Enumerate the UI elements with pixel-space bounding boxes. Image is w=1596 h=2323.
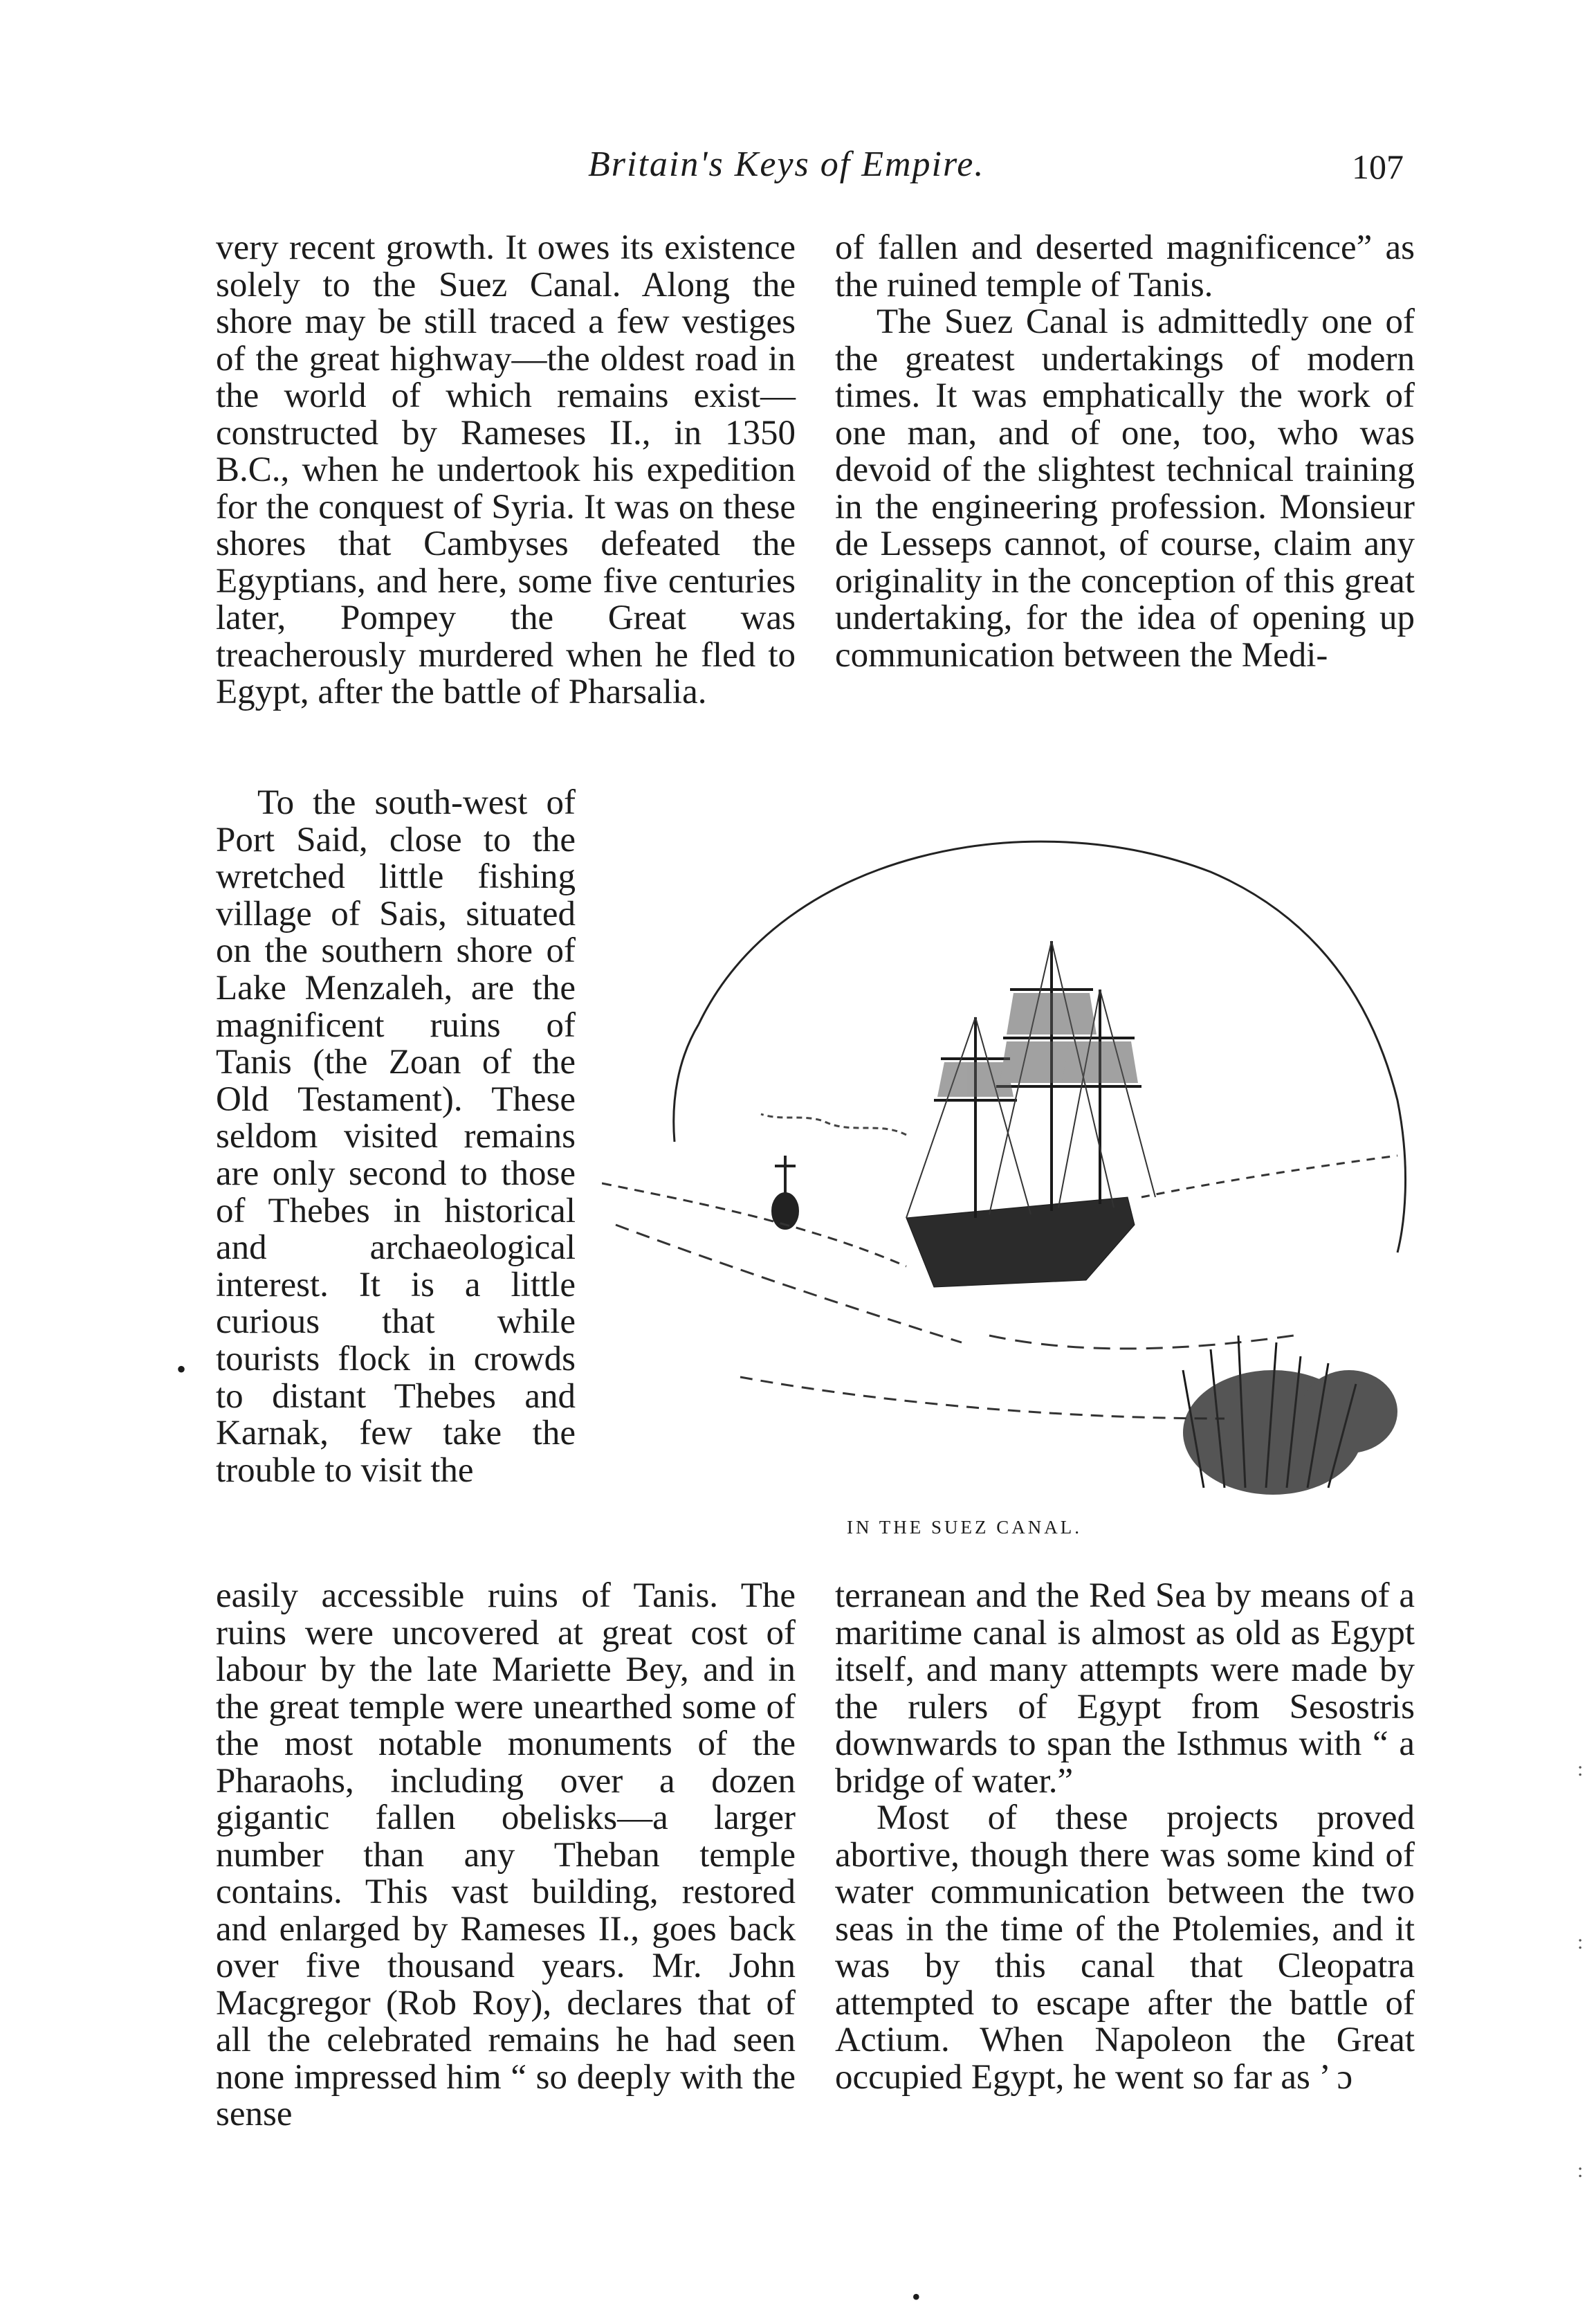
vignette-arc-left bbox=[674, 1024, 699, 1142]
figure-caption: IN THE SUEZ CANAL. bbox=[847, 1517, 1082, 1538]
page-number: 107 bbox=[1352, 147, 1404, 186]
right-column-bottom bbox=[835, 1578, 1415, 2096]
paragraph: terranean and the Red Sea by means of a maritime canal is almost as old as Egypt itself, and many attempts were made by the rulers of Egypt from Sesostris downwards to span the Isthmus with “ a bridge of water.” bbox=[835, 1576, 1415, 1801]
edge-mark: : bbox=[1577, 2159, 1584, 2182]
smoke bbox=[761, 1114, 906, 1135]
buoy bbox=[773, 1156, 798, 1228]
ship-in-canal-illustration bbox=[602, 810, 1425, 1536]
paragraph: easily accessible ruins of Tanis. The ruins were uncovered at great cost of labour by the late Mariette Bey, and in the great temple were unearthed some of the most notable monuments of the Pharaohs, including over a dozen gigantic fallen obelisks—a larger number than any Theban temple contains. This vast building, restored and enlarged by Rameses II., goes back over five thousand years. Mr. John Macgregor (Rob Roy), declares that of all the celebrated remains he had seen none impressed him “ so deeply with the sense bbox=[216, 1576, 796, 2133]
edge-mark: : bbox=[1577, 1931, 1584, 1953]
running-title: Britain's Keys of Empire. bbox=[588, 145, 985, 184]
paragraph: very recent growth. It owes its existence solely to the Suez Canal. Along the shore may be still traced a few vestiges of the great highway—the oldest road in the world of which remains exist—constructed by Rameses II., in 1350 B.C., when he undertook his expedition for the conquest of Syria. It was on these shores that Cambyses defeated the Egyptians, and here, some five centuries later, Pompey the Great was treacherously murdered when he fled to Egypt, after the battle of Pharsalia. bbox=[216, 228, 796, 711]
left-column-wrapped-text bbox=[216, 785, 576, 1489]
right-column-top bbox=[835, 230, 1415, 674]
left-column-top bbox=[216, 230, 796, 711]
edge-mark: : bbox=[1577, 1758, 1584, 1780]
margin-dot: • bbox=[176, 1354, 187, 1385]
paragraph: To the south-west of Port Said, close to the wretched little fishing village of Sais, situated on the southern shore of Lake Menzaleh, are the magnificent ruins of Tanis (the Zoan of the Old Testament). These seldom visited remains are only second to those of Thebes in historical and archaeological interest. It is a little curious that while tourists flock in crowds to distant Thebes and Karnak, few take the trouble to visit the bbox=[216, 783, 576, 1490]
paragraph: The Suez Canal is admittedly one of the greatest undertakings of modern times. It was emphatically the work of one man, and of one, too, who was devoid of the slightest technical training in the engineering profession. Monsieur de Lesseps cannot, of course, claim any originality in the conception of this great undertaking, for the idea of opening up communication between the Medi- bbox=[835, 302, 1415, 675]
left-column-bottom bbox=[216, 1578, 796, 2133]
shrub bbox=[1183, 1370, 1397, 1495]
ship-hull bbox=[906, 1197, 1135, 1287]
sails bbox=[937, 993, 1138, 1097]
paragraph: Most of these projects proved abortive, though there was some kind of water communication between the two seas in the time of the Ptolemies, and it was by this canal that Cleopatra attempted to escape after the battle of Actium. When Napoleon the Great occupied Egypt, he went so far as ’ ɔ bbox=[835, 1798, 1415, 2097]
bottom-dot: • bbox=[912, 2283, 921, 2311]
paragraph: of fallen and deserted magnificence” as the ruined temple of Tanis. bbox=[835, 228, 1415, 304]
